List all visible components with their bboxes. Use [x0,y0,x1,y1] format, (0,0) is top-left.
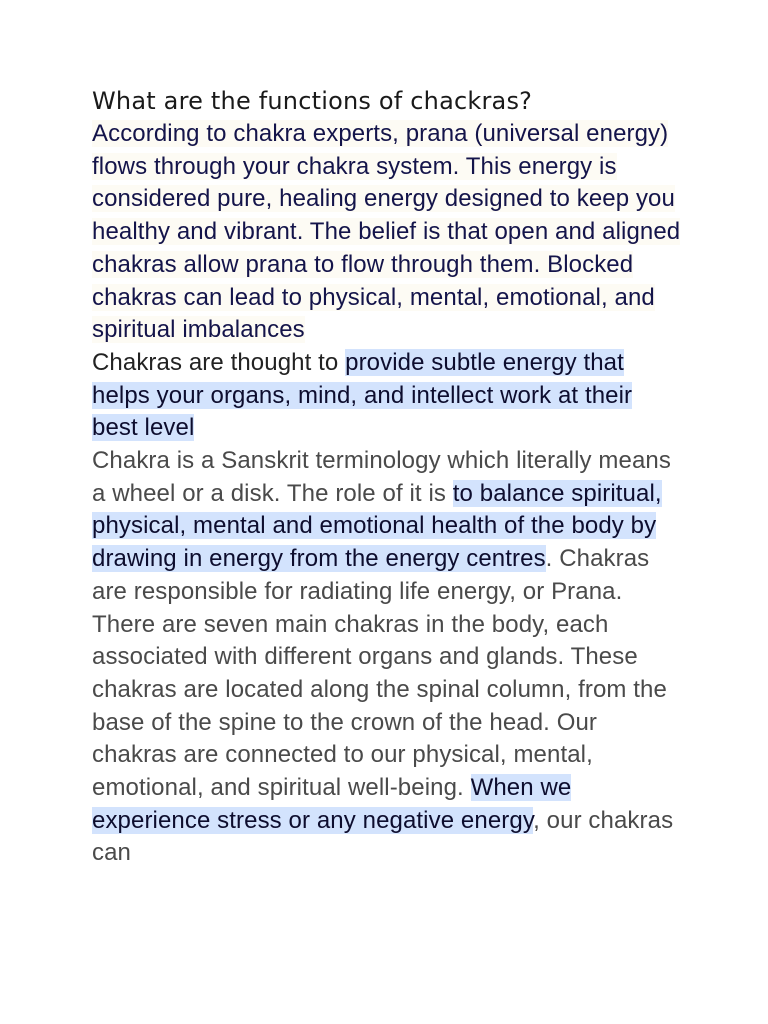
document-page [92,84,682,870]
paragraph-prana-text: According to chakra experts, prana (universal energy) flows through your chakra system. This energy is considered pure, healing energy designed to keep you healthy and vibrant. The belief is that open and aligned chakras allow prana to flow through them. Blocked chakras can lead to physical, mental, emotional, and spiritual imbalances [92,120,681,344]
paragraph-sanskrit-plain-3: , our chakras can [92,806,674,867]
paragraph-sanskrit-plain-2: . Chakras are responsible for radiating life energy, or Prana. There are seven main chakras in the body, each associated with different organs and glands. These chakras are located along the spinal column, from the base of the spine to the crown of the head. Our chakras are connected to our physical, mental, emotional, and spiritual well-being. [92,545,667,802]
paragraph-sanskrit-definition [92,445,682,870]
document-heading: What are the functions of chackras? [92,87,533,115]
paragraph-chakra-purpose [92,347,682,445]
highlight-negative-energy: When we experience stress or any negative energy [92,774,572,834]
highlight-balance-health: to balance spiritual, physical, mental and emotional health of the body by drawing in energy from the energy centres [92,479,662,573]
paragraph-sanskrit-plain-1: Chakra is a Sanskrit terminology which literally means a wheel or a disk. The role of it is [92,447,671,507]
highlight-subtle-energy: provide subtle energy that helps your organs, mind, and intellect work at their best level [92,348,633,442]
paragraph-chakra-purpose-plain: Chakras are thought to [92,348,346,376]
paragraph-prana [92,118,682,347]
